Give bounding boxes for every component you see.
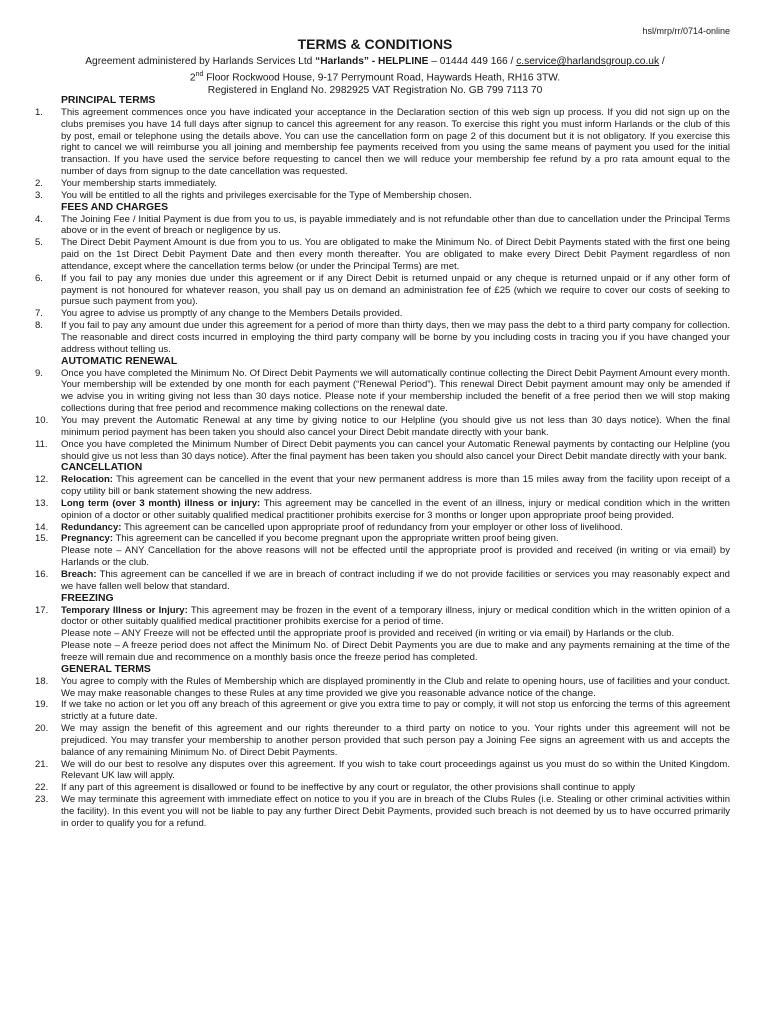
term-item bbox=[35, 237, 730, 273]
term-body bbox=[61, 474, 730, 498]
term-item bbox=[35, 782, 730, 794]
term-item bbox=[35, 178, 730, 190]
term-number: 13. bbox=[35, 497, 49, 509]
term-number: 2. bbox=[35, 177, 43, 189]
address-rest: Floor Rockwood House, 9-17 Perrymount Road, Haywards Heath, RH16 3TW. bbox=[203, 71, 561, 83]
term-number: 22. bbox=[35, 782, 49, 794]
section-heading: FEES AND CHARGES bbox=[61, 201, 168, 213]
term-item bbox=[35, 214, 730, 238]
term-item bbox=[35, 699, 730, 723]
term-text: If we take no action or let you off any breach of this agreement or give you extra time to pay or comply, it will not stop us enforcing the terms of this agreement strictly at a future date. bbox=[61, 699, 730, 723]
section-heading: GENERAL TERMS bbox=[61, 663, 151, 675]
term-item bbox=[35, 320, 730, 356]
term-text: The Joining Fee / Initial Payment is due from you to us, is payable immediately and is not refundable other than due to cancellation under the Principal Terms above or in the event of breach or negligence by us. bbox=[61, 213, 730, 237]
term-number: 19. bbox=[35, 699, 49, 711]
term-number: 18. bbox=[35, 675, 49, 687]
term-item bbox=[35, 107, 730, 178]
term-number: 20. bbox=[35, 723, 49, 735]
header-address bbox=[0, 69, 750, 85]
term-text: This agreement can be cancelled if we are in breach of contract including if we do not provide facilities or services you may reasonably expect and we have fallen well below that standard. bbox=[61, 569, 730, 592]
header-suffix: / bbox=[659, 56, 665, 67]
document-reference: hsl/mrp/rr/0714-online bbox=[642, 26, 730, 36]
term-lead: Pregnancy: bbox=[61, 533, 113, 545]
term-text: This agreement can be cancelled upon appropriate proof of redundancy from your employer or other loss of livelihood. bbox=[121, 521, 623, 533]
term-item bbox=[35, 569, 730, 593]
term-number: 10. bbox=[35, 414, 49, 426]
section-heading: FREEZING bbox=[61, 592, 114, 604]
term-body bbox=[61, 699, 730, 723]
term-lead: Redundancy: bbox=[61, 521, 122, 533]
term-note: Please note – ANY Cancellation for the above reasons will not be effected until the appropriate proof is provided and received (in writing or via email) by Harlands or the club. bbox=[61, 545, 730, 569]
email-link[interactable]: c.service@harlandsgroup.co.uk bbox=[516, 56, 660, 67]
term-text: Once you have completed the Minimum No. Of Direct Debit Payments we will automatically continue collecting the Direct Debit Payment Amount every month. Your membership will be extended by one month for each payment (“Renewal Period”). This renewal Direct Debit payment amount may only be amended if we advise you in writing giving not less than 30 days notice. Please note if your membership included the benefit of a free period then we will stop making collections during that free period and recommence making collections on the renewal date. bbox=[61, 367, 730, 415]
section-heading: PRINCIPAL TERMS bbox=[61, 95, 156, 106]
term-text: This agreement may be frozen in the event of a temporary illness, injury or medical condition which in the written opinion of a doctor or other suitably qualified medical practitioner prohibits exercise for a period of time. bbox=[61, 604, 731, 628]
term-number: 5. bbox=[35, 237, 43, 249]
term-item bbox=[35, 522, 730, 534]
term-text: You agree to comply with the Rules of Membership which are displayed prominently in the Club and relate to opening hours, use of facilities and your conduct. We may make reasonable changes to these Rules at any time provided we give you reasonable advance notice of the change. bbox=[61, 675, 730, 699]
helpline-label: “Harlands” - HELPLINE bbox=[315, 56, 429, 67]
term-body bbox=[61, 498, 730, 522]
term-text: You will be entitled to all the rights and privileges exercisable for the Type of Membership chosen. bbox=[61, 189, 472, 201]
term-body bbox=[61, 759, 730, 783]
section-heading: AUTOMATIC RENEWAL bbox=[61, 355, 178, 367]
term-text: Once you have completed the Minimum Number of Direct Debit payments you can cancel your Automatic Renewal payments by contacting our Helpline (you should give us not less than 30 days notice). After the final payment has been taken you should also cancel your Direct Debit mandate directly with your bank. bbox=[61, 438, 730, 462]
term-item bbox=[35, 676, 730, 700]
term-item bbox=[35, 605, 730, 664]
term-number: 12. bbox=[35, 474, 49, 486]
term-item bbox=[35, 368, 730, 415]
term-body bbox=[61, 794, 730, 830]
term-body bbox=[61, 214, 730, 238]
term-body bbox=[61, 522, 730, 534]
term-lead: Temporary Illness or Injury: bbox=[61, 604, 188, 616]
terms-list bbox=[35, 95, 730, 830]
term-item bbox=[35, 415, 730, 439]
term-text: You agree to advise us promptly of any change to the Members Details provided. bbox=[61, 308, 403, 320]
term-text: You may prevent the Automatic Renewal at any time by giving notice to our Helpline (you should give us not less than 30 days notice). When the final minimum period payment has been taken you should also cancel your Direct Debit mandate directly with your bank. bbox=[61, 414, 730, 438]
term-text: This agreement can be cancelled if you become pregnant upon the appropriate written proof being given. bbox=[113, 533, 559, 545]
page-title: TERMS & CONDITIONS bbox=[297, 36, 453, 52]
term-item bbox=[35, 308, 730, 320]
term-body bbox=[61, 533, 730, 569]
header-prefix: Agreement administered by Harlands Services Ltd bbox=[85, 56, 316, 67]
term-text: If any part of this agreement is disallowed or found to be ineffective by any court or regulator, the other provisions shall continue to apply bbox=[61, 782, 636, 794]
term-note: Please note – A freeze period does not affect the Minimum No. of Direct Debit Payments you are due to make and any payments remaining at the time of the freeze will remain due and recommence on a monthly basis once the freeze period has completed. bbox=[61, 640, 730, 663]
term-body bbox=[61, 605, 730, 664]
term-number: 21. bbox=[35, 758, 49, 770]
term-number: 1. bbox=[35, 106, 43, 118]
term-text: We may terminate this agreement with immediate effect on notice to you if you are in breach of the Clubs Rules (i.e. Stealing or other criminal activities within the facility). In this event you will not be liable to pay any further Direct Debit Payments, provided such breach is not deemed by us to have occurred primarily in order to qualify you for a refund. bbox=[61, 794, 730, 829]
term-number: 14. bbox=[35, 521, 49, 533]
term-item bbox=[35, 723, 730, 759]
term-body bbox=[61, 237, 730, 273]
term-text: If you fail to pay any monies due under this agreement or if any Direct Debit is returned unpaid or any cheque is returned unpaid or if any other form of payment is not honoured for whatever reason, you shall pay us on demand an administration fee of £25 (which we require to cover our costs of seeking to pursue such payment from you). bbox=[61, 272, 730, 308]
term-body bbox=[61, 723, 730, 759]
term-number: 3. bbox=[35, 189, 43, 201]
address-ordinal: 2 bbox=[189, 71, 196, 83]
term-number: 16. bbox=[35, 569, 49, 580]
term-number: 15. bbox=[35, 533, 49, 545]
term-number: 8. bbox=[35, 320, 43, 332]
term-text: Your membership starts immediately. bbox=[61, 177, 217, 189]
term-body bbox=[61, 439, 730, 463]
term-text: If you fail to pay any amount due under this agreement for a period of more than thirty days, then we may pass the debt to a third party company for collection. The reasonable and direct costs incurred in employing the third party company will be borne by you including costs in tracing you if you have changed your address without telling us. bbox=[61, 320, 730, 355]
term-number: 17. bbox=[35, 604, 49, 616]
term-body bbox=[61, 273, 730, 309]
term-text: We will do our best to resolve any disputes over this agreement. If you wish to take court proceedings against us you must do so within the United Kingdom. Relevant UK law will apply. bbox=[61, 758, 730, 782]
administrator-header bbox=[0, 56, 750, 97]
section-heading: CANCELLATION bbox=[61, 462, 143, 474]
term-number: 9. bbox=[35, 367, 43, 379]
header-registration: Registered in England No. 2982925 VAT Registration No. GB 799 7113 70 bbox=[207, 84, 543, 96]
term-body bbox=[61, 676, 730, 700]
term-item bbox=[35, 794, 730, 830]
term-number: 4. bbox=[35, 213, 43, 225]
term-body bbox=[61, 320, 730, 356]
term-lead: Long term (over 3 month) illness or injury: bbox=[61, 497, 261, 509]
header-line-1 bbox=[0, 56, 750, 69]
term-number: 6. bbox=[35, 272, 43, 284]
term-body bbox=[61, 178, 730, 190]
term-body bbox=[61, 368, 730, 415]
term-body bbox=[61, 415, 730, 439]
term-text: This agreement may be cancelled in the event of an illness, injury or medical condition which in the written opinion of a doctor or other suitably qualified medical practitioner prohibits exercise for 3 months or longer upon appropriate proof being provided. bbox=[61, 497, 730, 521]
term-item bbox=[35, 474, 730, 498]
term-note: Please note – ANY Freeze will not be effected until the appropriate proof is provided and received (in writing or via email) by Harlands or the club. bbox=[61, 628, 675, 640]
term-body bbox=[61, 107, 730, 178]
term-item bbox=[35, 273, 730, 309]
term-item bbox=[35, 533, 730, 569]
term-item bbox=[35, 439, 730, 463]
term-item bbox=[35, 759, 730, 783]
address-ordinal-suffix: nd bbox=[195, 70, 204, 78]
term-number: 23. bbox=[35, 794, 49, 806]
term-item bbox=[35, 190, 730, 202]
term-text: This agreement commences once you have indicated your acceptance in the Declaration section of this web sign up process. If you did not sign up on the clubs premises you have 14 full days after signup to cancel this agreement for any reason. To exercise this right you must inform Harlands or the club of this by post, email or telephone using the details above. You can use the cancellation form on page 2 of this document but it is not obligatory. If you exercise this right to cancel we will reimburse you all joining and membership fee payments received from you using the same means of payment you used for the initial transaction. If you have used the service before requesting to cancel then we will reduce your membership fee refund by a pro rata amount equal to the number of days from signup to the date cancellation was requested. bbox=[61, 106, 730, 178]
term-lead: Relocation: bbox=[61, 474, 113, 486]
term-body bbox=[61, 190, 730, 202]
term-text: This agreement can be cancelled in the event that your new permanent address is more than 15 miles away from the facility upon receipt of a copy utility bill or bank statement showing the new address. bbox=[61, 474, 730, 498]
term-number: 11. bbox=[35, 438, 48, 450]
term-body bbox=[61, 782, 730, 794]
term-body bbox=[61, 569, 730, 593]
term-lead: Breach: bbox=[61, 569, 97, 580]
term-text: We may assign the benefit of this agreement and our rights thereunder to a third party on notice to you. Your rights under this agreement will not be prejudiced. You may transfer your membership to another person provided that such person pay a Joining Fee signs an agreement with us and accepts the balance of any remaining Minimum No. of Direct Debit Payments. bbox=[61, 723, 730, 758]
helpline-phone: – 01444 449 166 / bbox=[428, 56, 517, 67]
term-item bbox=[35, 498, 730, 522]
term-number: 7. bbox=[35, 308, 43, 320]
term-text: The Direct Debit Payment Amount is due from you to us. You are obligated to make the Minimum No. of Direct Debit Payments stated with the first one being paid on the 1st Direct Debit Payment Date and then every month thereafter. You are obligated to make every Direct Debit Payment regardless of non attendance, except where the cancellation terms below (or under the Principal Terms) are met. bbox=[61, 237, 730, 272]
term-body bbox=[61, 308, 730, 320]
